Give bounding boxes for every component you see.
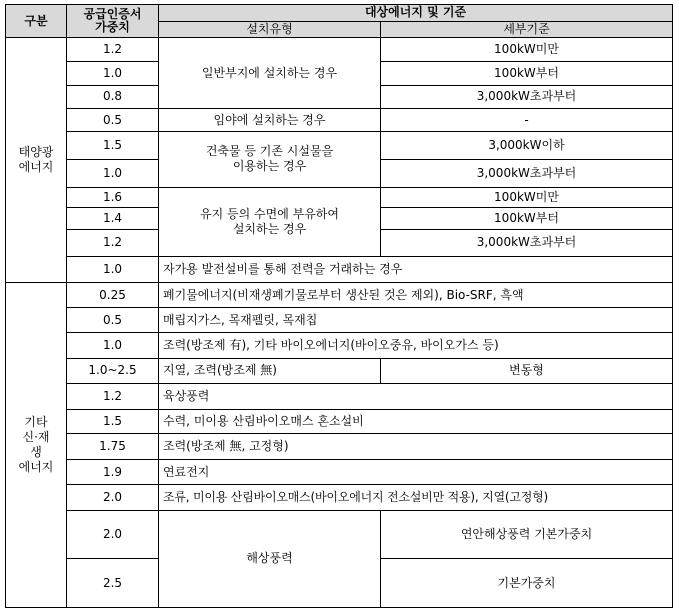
weight-cell: 2.5 bbox=[67, 559, 159, 608]
install-type-cell: 조력(방조제 無, 고정형) bbox=[159, 434, 673, 460]
weight-cell: 1.9 bbox=[67, 460, 159, 485]
table-row bbox=[6, 383, 673, 409]
header-weight bbox=[67, 5, 159, 38]
install-type-offshore-wind: 해상풍력 bbox=[159, 510, 381, 607]
weight-cell: 1.4 bbox=[67, 208, 159, 230]
detail-cell: 연안해상풍력 기본가중치 bbox=[381, 510, 673, 559]
table-row bbox=[6, 510, 673, 559]
solar-category bbox=[6, 38, 67, 283]
install-type-cell: 지열, 조력(방조제 無) bbox=[159, 359, 381, 384]
weight-cell: 2.0 bbox=[67, 484, 159, 510]
detail-cell: 100kW부터 bbox=[381, 208, 673, 230]
weight-cell: 0.8 bbox=[67, 85, 159, 109]
detail-cell: 변동형 bbox=[381, 359, 673, 384]
detail-cell: 3,000kW초과부터 bbox=[381, 85, 673, 109]
detail-cell: 100kW부터 bbox=[381, 61, 673, 85]
weight-cell: 1.6 bbox=[67, 187, 159, 208]
table-row bbox=[6, 460, 673, 485]
weight-cell: 1.0 bbox=[67, 61, 159, 85]
table-row bbox=[6, 38, 673, 62]
install-type-cell: 폐기물에너지(비재생폐기물로부터 생산된 것은 제외), Bio-SRF, 흑액 bbox=[159, 282, 673, 308]
detail-cell: 100kW미만 bbox=[381, 187, 673, 208]
header-weight-line1: 공급인증서 bbox=[83, 7, 142, 22]
other-category-line2: 신·재 bbox=[22, 429, 50, 444]
install-type-building-line2: 이용하는 경우 bbox=[232, 159, 307, 174]
weight-cell: 1.2 bbox=[67, 38, 159, 62]
weight-cell: 0.5 bbox=[67, 308, 159, 333]
install-type-cell: 연료전지 bbox=[159, 460, 673, 485]
install-type-building bbox=[159, 131, 381, 187]
install-type-cell: 매립지가스, 목재펠릿, 목재칩 bbox=[159, 308, 673, 333]
weight-cell: 1.5 bbox=[67, 409, 159, 434]
table-row bbox=[6, 131, 673, 159]
weight-cell: 1.2 bbox=[67, 230, 159, 257]
weight-cell: 1.0 bbox=[67, 333, 159, 359]
install-type-cell: 조류, 미이용 산림바이오매스(바이오에너지 전소설비만 적용), 지열(고정형) bbox=[159, 484, 673, 510]
table-row bbox=[6, 434, 673, 460]
detail-cell: 기본가중치 bbox=[381, 559, 673, 608]
header-install-type: 설치유형 bbox=[159, 21, 381, 38]
detail-cell: 3,000kW이하 bbox=[381, 131, 673, 159]
detail-cell: 100kW미만 bbox=[381, 38, 673, 62]
table-row bbox=[6, 109, 673, 132]
rec-weight-table bbox=[5, 4, 673, 608]
table-row bbox=[6, 409, 673, 434]
header-detail: 세부기준 bbox=[381, 21, 673, 38]
weight-cell: 1.0 bbox=[67, 256, 159, 282]
weight-cell: 2.0 bbox=[67, 510, 159, 559]
install-type-water bbox=[159, 187, 381, 256]
detail-cell: - bbox=[381, 109, 673, 132]
table-row bbox=[6, 256, 673, 282]
detail-cell: 3,000kW초과부터 bbox=[381, 159, 673, 187]
install-type-cell: 육상풍력 bbox=[159, 383, 673, 409]
other-category-line1: 기타 bbox=[24, 414, 48, 429]
detail-cell: 3,000kW초과부터 bbox=[381, 230, 673, 257]
solar-category-line2: 에너지 bbox=[18, 159, 54, 174]
table-row bbox=[6, 282, 673, 308]
weight-cell: 1.75 bbox=[67, 434, 159, 460]
table-row bbox=[6, 359, 673, 384]
weight-cell: 1.5 bbox=[67, 131, 159, 159]
header-target: 대상에너지 및 기준 bbox=[159, 5, 673, 22]
header-row-1 bbox=[6, 5, 673, 22]
table-row bbox=[6, 187, 673, 208]
table-row bbox=[6, 333, 673, 359]
table-row bbox=[6, 484, 673, 510]
weight-cell: 0.5 bbox=[67, 109, 159, 132]
other-category-line3: 생 bbox=[30, 444, 42, 459]
install-type-water-line1: 유지 등의 수면에 부유하여 bbox=[200, 206, 339, 221]
weight-cell: 1.2 bbox=[67, 383, 159, 409]
solar-category-line1: 태양광 bbox=[18, 144, 54, 159]
other-category-line4: 에너지 bbox=[18, 459, 54, 474]
header-weight-line2: 가중치 bbox=[95, 20, 130, 35]
install-type-self-use: 자가용 발전설비를 통해 전력을 거래하는 경우 bbox=[159, 256, 673, 282]
install-type-water-line2: 설치하는 경우 bbox=[232, 221, 307, 236]
install-type-cell: 수력, 미이용 산림바이오매스 혼소설비 bbox=[159, 409, 673, 434]
weight-cell: 1.0 bbox=[67, 159, 159, 187]
header-category: 구분 bbox=[6, 5, 67, 38]
install-type-general-land: 일반부지에 설치하는 경우 bbox=[159, 38, 381, 109]
install-type-forest: 임야에 설치하는 경우 bbox=[159, 109, 381, 132]
table-row bbox=[6, 308, 673, 333]
weight-cell: 1.0~2.5 bbox=[67, 359, 159, 384]
install-type-cell: 조력(방조제 有), 기타 바이오에너지(바이오중유, 바이오가스 등) bbox=[159, 333, 673, 359]
install-type-building-line1: 건축물 등 기존 시설물을 bbox=[205, 144, 334, 159]
weight-cell: 0.25 bbox=[67, 282, 159, 308]
other-category bbox=[6, 282, 67, 607]
